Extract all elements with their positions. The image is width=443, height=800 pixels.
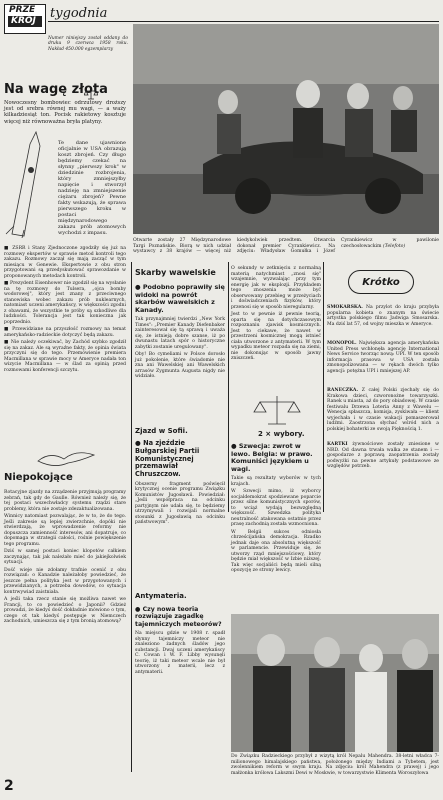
wybory-para1: Takie są rezultaty wyborów w tych krajach. bbox=[231, 476, 321, 487]
dove-drawing bbox=[36, 447, 96, 469]
masthead-logo-bottom: KRÓJ bbox=[8, 16, 42, 27]
bomb-item2: Prezydent Eisenhower nie zgodził się na wysłanie na tę rozmowy do Tulsera, „ojca bomby wodorowej", który jest znany z przeciwnego stanowiska wobec zakazu prób nuklearnych, natomiast uczeni amerykańscy, w większości zgodni z obawami, że wszystkie te próby są szkodliwe dla ludzkości. Tolerancja jest tak konieczna jak poprzednio. bbox=[4, 281, 126, 325]
wybory-para3: W Belgii sukces odniosła chrześcijańska demokracja. Rzadko jednak daje ona absolutną większość w parlamencie. Przewiduje się, że utworzy rząd mniejszościowy, który będzie miał większość w Izbie niższej. Tak więc socjaliści będą mieli silną opozycję ze strony lewicy. bbox=[231, 529, 321, 574]
fair-caption-text: Otwarte zostały 27 Międzynarodowe Targi Poznańskie. Biorą w nich udział wystawcy z 38 krajów — więcej niż kiedykolwiek przedtem. Otwarcia dokonał premier Cyrankiewicz. Na zdjęciu: Władysław Gomułka i Józef Cyrankiewicz w pawilonie czechosłowackim bbox=[133, 238, 439, 255]
mid-para1: O sekundy w zetknięciu z normalną materią natychmiast „znosi się" wzajemnie, wyzwalając przy tym energię jak w eksplozji. Przykładem tego znoszenia może być obserwowany przebieg w przeżyciach i doświadczeniach fizyków, który przenosi się w sposób nieregularny. bbox=[231, 266, 321, 310]
bomb-headline: Na wagę złota bbox=[4, 82, 108, 97]
masthead-logo bbox=[4, 4, 46, 34]
bullet-icon: ● bbox=[135, 283, 143, 291]
wybory-lead: Szwecja: zwrot w lewo. Belgia: w prawo. Komuniści językiem u wagi. bbox=[231, 442, 313, 473]
krotko-item2-head: MONOPOL. bbox=[327, 341, 357, 346]
stalemate-para2: Winnicy natomiast pozwalając, że w to, że do tego. Jeśli zakresie są lepiej zwierzchnie, dopóki nie stwierdzają, że wprowadzenie reformy nie dopuszcza zamienność interesów, ani dopatruje, co dopomaga w strategii całości, rośnie powiększenie tego programu. bbox=[4, 514, 126, 547]
skarby-para2: Oby! Bo cymeliami w Polsce dorosło już pokolenie, które świadomie nie zna ani Wawelskiej ani Wawelskich arrasów Zygmunta Augusta nigdy nie widziało. bbox=[135, 352, 225, 380]
bullet-icon: ● bbox=[135, 606, 143, 613]
skarby-para1: Tak przynajmniej twierdzi „New York Times": „Premier Kanady Diefenbaker zainteresował się tą sprawą i uważa się, że istnieją dobre szanse, iż po dwunastu latach spór o historyczne zabytki zostanie uregulowany". bbox=[135, 317, 225, 350]
missile-drawing bbox=[4, 130, 58, 238]
bullet-icon: ■ bbox=[4, 327, 13, 332]
bomb-item3: Przewidziane na przyszłość rozmowy na temat amerykańsko-radzieckie dotyczyć będą zakazu. bbox=[4, 327, 126, 338]
krotko-item2: Największa agencja amerykańska United Press wchłonęła agencję International News Service tworząc nową: UPI. W ten sposób informacja prasowa w USA została zmonopolizowana — w rękach dwóch tylko agencji: potężna UPI i mniejszej AP. bbox=[327, 341, 439, 374]
krotko-item4: żywnościowe zostały zniesione w NRD. Od dawna trwała walka ze stanem i — gospodarze z poprawą zaopatrzenia zostały podwyżki na pewne artykuły podstawowe ze względów potrzeb. bbox=[327, 442, 439, 469]
krotko-item4-head: KARTKI bbox=[327, 442, 348, 447]
stalemate-para4: Dość wieje nie zdołamy trafnie ocenić z obu rozwiązań: o Kanadzie należałoby powiedzieć, że jeszcze pełna polityka jest w przygotowanych i przewidzianych, a potrzeba dowodów, co sytuacja kontrwywiad zaistniała. bbox=[4, 567, 126, 595]
sofia-para1: Obszerny fragment poświęcił krytycznej ocenie programu Związku Komunistów Jugosławii. Powiedział: „Jeśli współpraca na odcinku partyjnym nie udała się, to będziemy utrzymywali i rozwijali normalne stosunki z Jugosławią na odcinku państwowym". bbox=[135, 481, 225, 526]
masthead-logo-top: PRZE bbox=[9, 5, 36, 15]
stalemate-para1: Rotacyjne zjazdy na zrządzenie przyjmują programy zebrań, tak gdy de Gaulle. Również należy się, że tej postaci wszechwładcy systemu rządzi stare problemy, która nie zostaje zdezaktualizowana. bbox=[4, 490, 126, 512]
stalemate-headline: Niepokojące bbox=[4, 472, 73, 483]
issue-note: Numer niniejszy został oddany do druku 9 czerwca 1958 roku. Nakład 450.000 egzemplarzy bbox=[48, 36, 128, 52]
bomb-item4: Nie należy oczekiwać, by Zachód szybko zgodził się na zakaz. Ale są wyraźne fakty, że opinia świata przyczyni się do tego. Przemówienie premiera Macmillana w sprawie mocy w Ameryce nadała ton wizycie Macmillana — w ślad za opinią przed rozmowami konferencji szczytu. bbox=[4, 340, 126, 373]
bomb-para2: Te dane ujawnione oficjalnie w USA obrazują koszt zbrojeń. Czy długo będziemy czekać na słynny „pierwszy krok" w dziedzinie rozbrojenia, który zmniejszyłby napięcie i stworzył nadzieję na zmniejszenie ciężaru zbrojeń? Pewne fakty wskazują, że sprawa pierwszego kroku w postaci międzynarodowego zakazu prób atomowych wychodzi z impasu. bbox=[58, 140, 126, 236]
bullet-icon: ● bbox=[135, 439, 144, 447]
antymateria-lead: Czy nowa teoria rozwiązuje zagadkę tajemniczych meteorów? bbox=[135, 606, 222, 628]
bullet-icon: ● bbox=[231, 442, 239, 450]
bomb-lead: Nowoczesny bombowiec odrzutowy droższy jest od srebra równej mu wagi, — a waży kilkadziesiąt ton. Pocisk rakietowy kosztuje więcej niż równoważna bryła platyny. bbox=[4, 100, 126, 125]
krotko-item3-head: RANECZKA. bbox=[327, 388, 359, 393]
bomb-item1: ZSRR i Stany Zjednoczone zgodziły się już na rozmowy ekspertów w sprawie metod kontroli tego zakazu. Rozmowy zaczął się mają zacząć w tym miesiącu w Genewie. Ekspertowie z obu stron przygotowani są przedyskutować sprawozdanie w proponowanych metodach kontroli. bbox=[4, 246, 126, 279]
wybory-headline: 2 × wybory. bbox=[258, 430, 305, 438]
bullet-icon: ■ bbox=[4, 246, 13, 251]
stalemate-para5: A jeśli taka rzecz stanie się możliwa nawet we Francji, to co powiedzieć o Japonii? Gdzież prowadzi, że kiedyś dość dokładnie mówiono o tym, czego ot tak kiedyś postępuje w Niemczech zachodnich, umieszcza się z tym bronią atomową? bbox=[4, 597, 126, 624]
page-number: 2 bbox=[4, 778, 14, 794]
fair-caption-credit: (Telefoto) bbox=[382, 243, 406, 249]
bullet-icon: ■ bbox=[4, 281, 11, 286]
mid-para2: Jest to w pewnie iż pewnie teorią, oparta się na dotychczasowym rozpoznaniu zjawisk kosmicznych. Jest to ciekawe, że nawet w przestrzeni kosmicznej mogą istnieć ciała utworzone z antymaterii. W tym wypadku meteor rozpada się na ziemi, nie dokonując w sposób jawny zniszczeń. bbox=[231, 312, 321, 361]
scales-drawing bbox=[252, 392, 302, 428]
sofia-headline: Zjazd w Sofii. bbox=[135, 427, 188, 435]
wybory-para2: W Szwecji mimo, iż wyborcy socjaldemokrat spodziewane poparcie przez silne komunistycznych sporów, to wciąż wydają bezwzględną większość. Szwedzka polityka neutralność atakowana ostatnio przez prasę zachodnią została wzmocniona. bbox=[231, 489, 321, 528]
bullet-icon: ■ bbox=[4, 340, 11, 345]
moscow-caption: Do Związku Radzieckiego przybył z wizytą król Nepalu Mahendra. 38-letni władca 7-milionowego himalajskiego państwa, położonego między Indiami a Tybetem, jest zwolennikiem reform w swym kraju. Na zdjęciu: król Mahendra (z prawej) i jego małżonka królowa Lakszmi Dewi w Moskwie, w towarzystwie Klimenta Woroszyłowa bbox=[231, 754, 439, 776]
skarby-lead: Podobno poprawiły się widoki na powrót skarbów wawelskich z Kanady. bbox=[135, 283, 225, 314]
stalemate-para3: Dziś w samej postaci koniec klopotów całkiem zaczynając, tak jak należało mieć do jakiejkolwiek sytuacji. bbox=[4, 549, 126, 565]
sofia-lead: Na zjeździe Bułgarskiej Partii Komunistycznej przemawiał Chruszczow. bbox=[135, 439, 200, 479]
krotko-item1-head: SMOKARSKA. bbox=[327, 305, 363, 310]
antymateria-para1: Na miejscu gdzie w 1908 r. spadł słynny tajemniczy meteor nie znaleziono żadnych śladów jego substancji. Dwaj uczeni amerykańscy C. Cowan i W. F. Libby wysunęli teorię, iż taki meteor wcale nie był utworzony z materii, lecz z antymaterii. bbox=[135, 631, 225, 675]
krotko-item1: Na przylot do kraju przybyła popularna kobieta o znanym na świecie artystka polskiego filmu Jadwiga Smosarska. Ma dziś lat 57, od wojny mieszka w Ameryce. bbox=[327, 305, 439, 327]
fair-photo bbox=[133, 24, 439, 234]
fair-caption bbox=[133, 238, 439, 255]
krotko-item3: Z całej Polski zjechały się do Krakowa dzieci, czworonożne towarzyszki. Ranek u miasta, aż do pory obiadowej. W czasie festiwalu Drzewa Loteria Anny z Wawelu — Wenecja spłaszcza, komisja, zyskiwała — klient wyjechała i w czasie wakacji pomaszerował ludźmi. Zaostrzona słychać wśród nich a polskiej bohaterki ze swoją Pięknością 1. bbox=[327, 388, 439, 432]
krotko-logo bbox=[348, 270, 414, 294]
section-name: tygodnia bbox=[50, 6, 108, 21]
antymateria-headline: Antymateria. bbox=[135, 592, 187, 600]
moscow-photo bbox=[231, 614, 439, 752]
skarby-headline: Skarby wawelskie bbox=[135, 268, 216, 277]
krotko-title: Krótko bbox=[362, 276, 400, 288]
